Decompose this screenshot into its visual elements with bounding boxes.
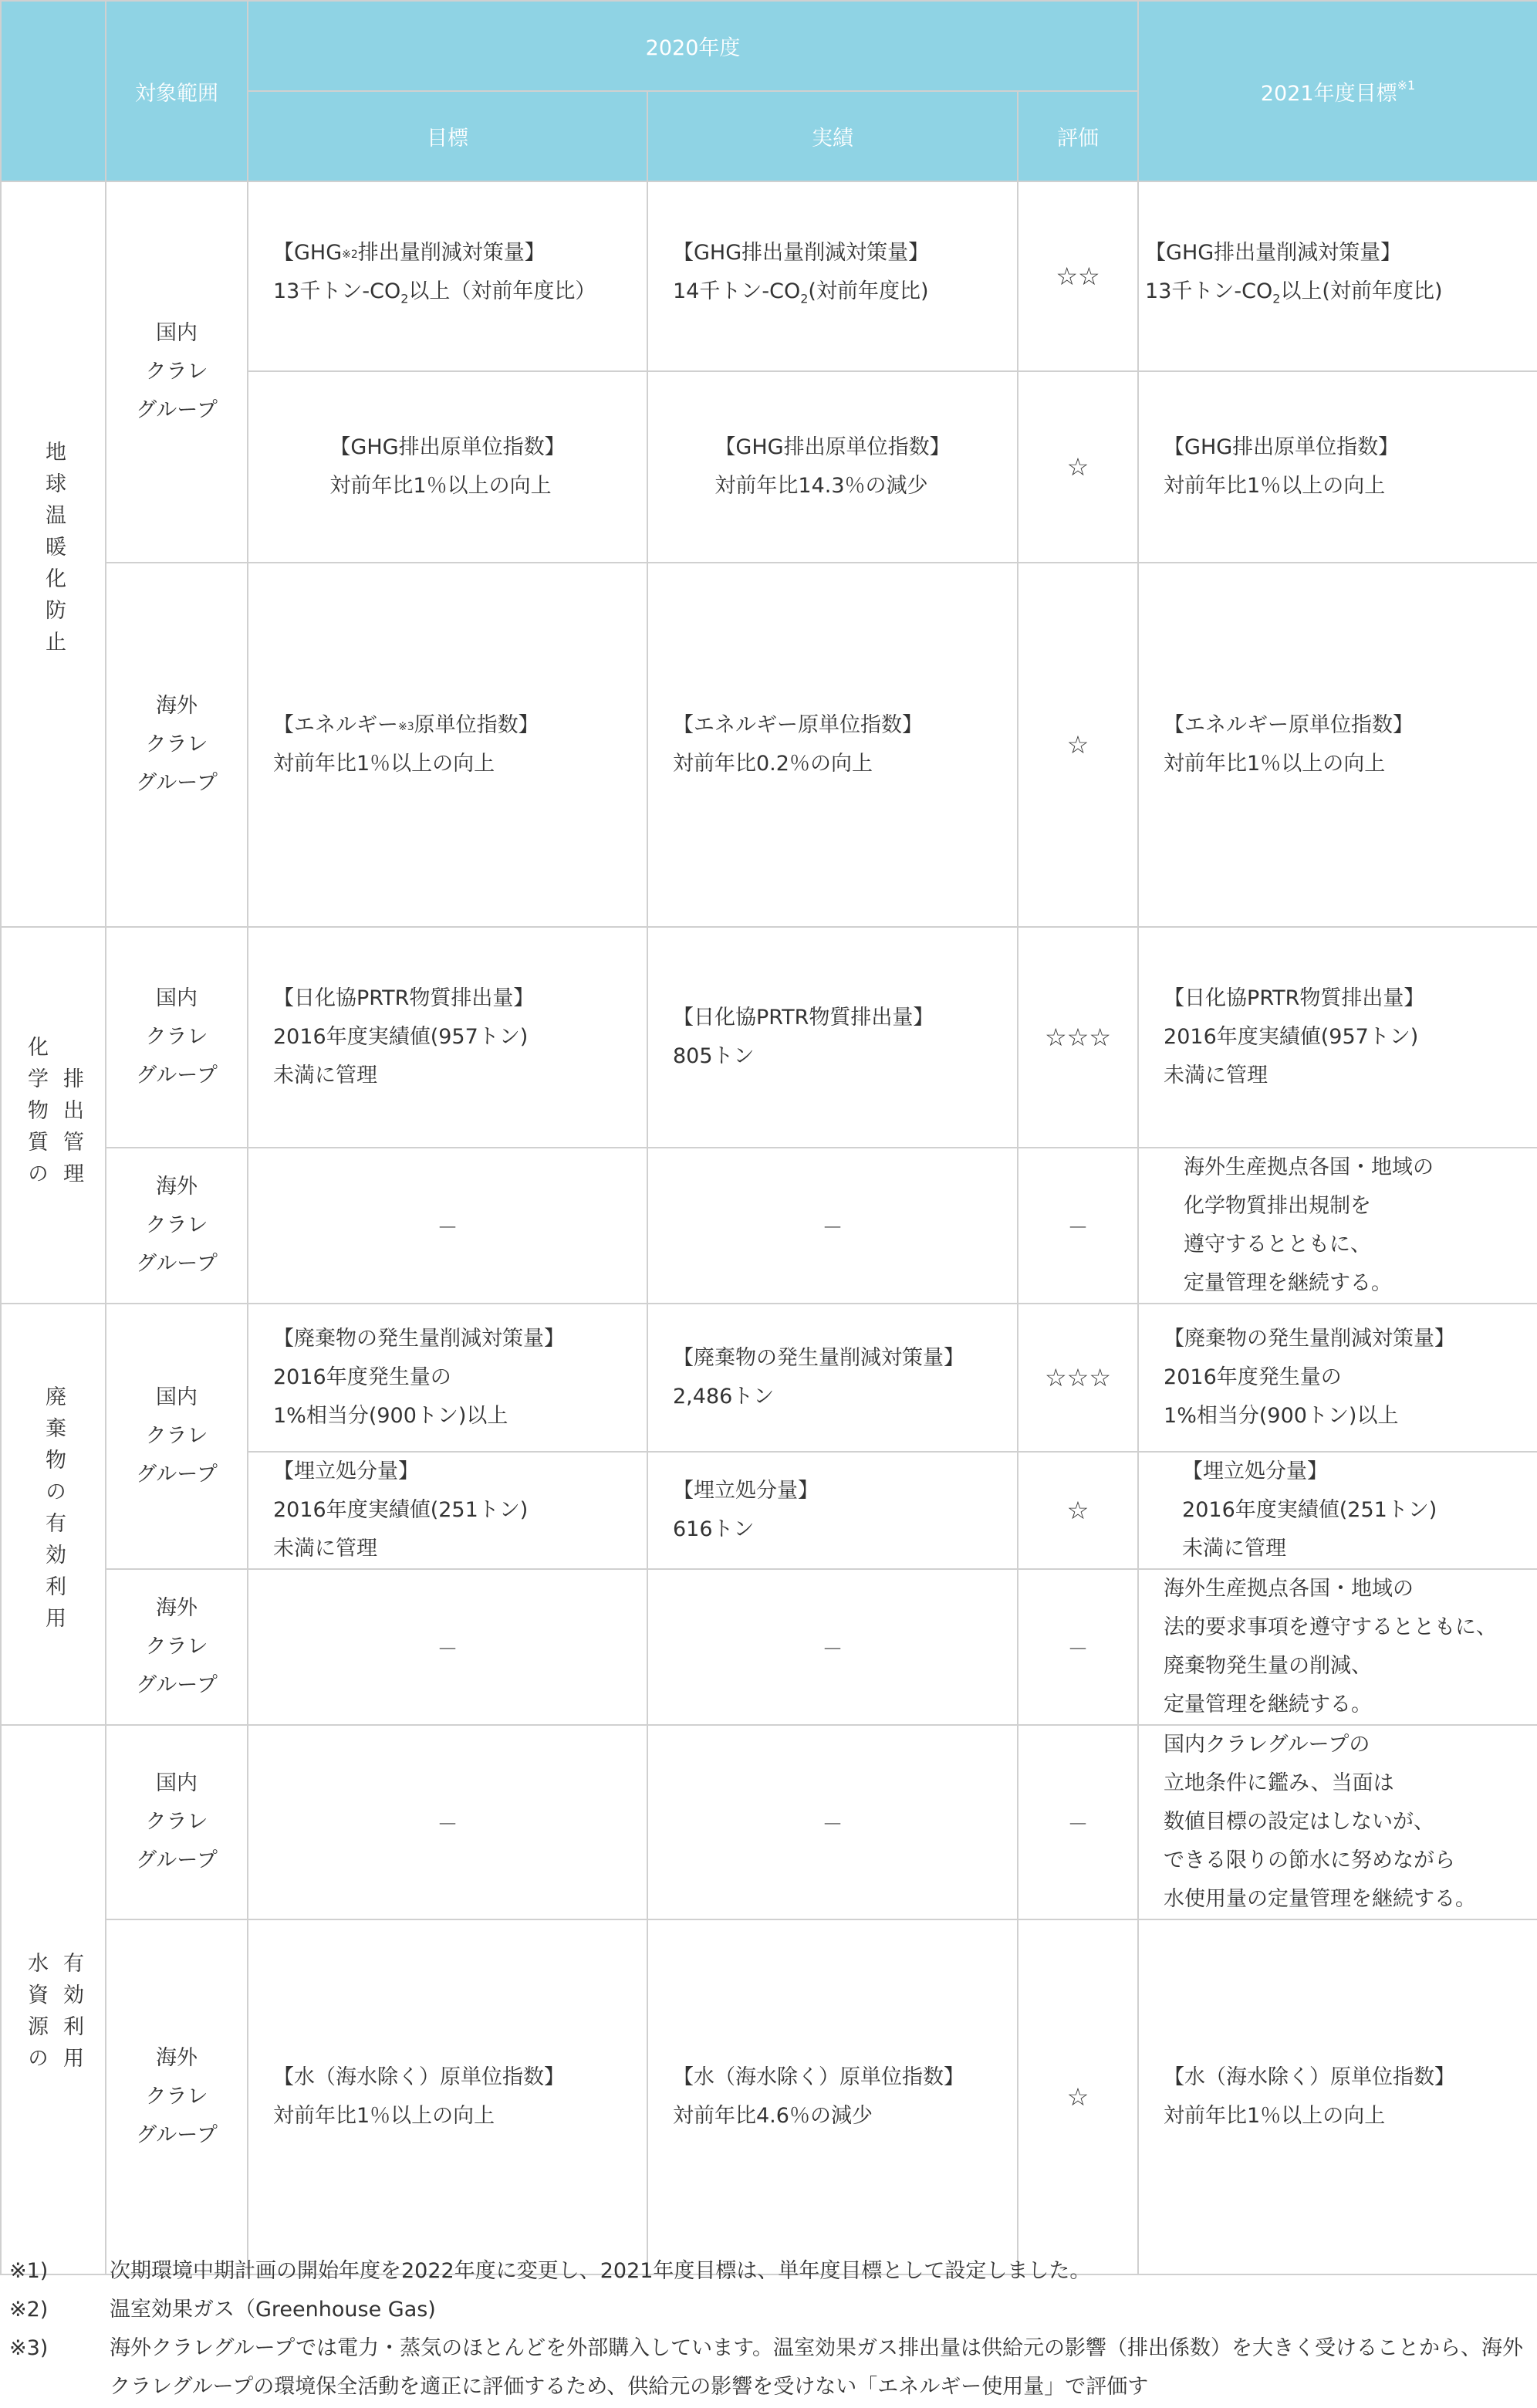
gw-dom-eval: ☆☆ bbox=[1018, 181, 1138, 371]
chem-dom-eval: ☆☆☆ bbox=[1018, 927, 1138, 1148]
cell-line: 対前年比1％以上の向上 bbox=[1164, 2104, 1386, 2128]
cell-line: 【廃棄物の発生量削減対策量】 bbox=[1164, 1327, 1456, 1351]
cell-line: 2016年度実績値(957トン) bbox=[1164, 1025, 1419, 1049]
group-line: 海外 bbox=[156, 1175, 198, 1199]
footnote-3 bbox=[0, 2329, 1537, 2399]
header-result: 実績 bbox=[647, 91, 1018, 181]
group-line: グループ bbox=[136, 398, 218, 422]
water-ovs-eval: ☆ bbox=[1018, 1919, 1138, 2274]
gw-dom-result bbox=[647, 181, 1018, 371]
cell-line: 立地条件に鑑み、当面は bbox=[1164, 1771, 1394, 1795]
group-overseas bbox=[106, 1148, 248, 1304]
footnote-key: ※1) bbox=[9, 2259, 49, 2283]
target-title: 【GHG$^{※2}$排出量削減対策量】 bbox=[273, 241, 546, 265]
cell-line: 定量管理を継続する。 bbox=[1164, 1693, 1373, 1716]
cell-line: 1%相当分(900トン)以上 bbox=[1164, 1404, 1399, 1428]
waste-ovs-target: － bbox=[248, 1569, 647, 1725]
waste-dom-target bbox=[248, 1304, 647, 1452]
waste-dom2-eval: ☆ bbox=[1018, 1452, 1138, 1569]
header-note-ref: ※1 bbox=[1397, 77, 1416, 93]
cell-line: 【埋立処分量】 bbox=[273, 1459, 419, 1483]
next-line: 13千トン$-CO_2$以上(対前年度比) bbox=[1145, 279, 1443, 306]
group-line: 国内 bbox=[156, 321, 198, 345]
group-domestic bbox=[106, 181, 248, 563]
group-line: クラレ bbox=[145, 1635, 208, 1659]
gw-dom2-result bbox=[647, 371, 1018, 563]
cell-line: 1%相当分(900トン)以上 bbox=[273, 1404, 508, 1428]
cell-line: 2016年度実績値(957トン) bbox=[273, 1025, 529, 1049]
gw-ovs-eval: ☆ bbox=[1018, 563, 1138, 927]
waste-dom-eval: ☆☆☆ bbox=[1018, 1304, 1138, 1452]
cell-line: 水使用量の定量管理を継続する。 bbox=[1164, 1887, 1477, 1911]
waste-dom2-target bbox=[248, 1452, 647, 1569]
group-line: グループ bbox=[136, 771, 218, 795]
footnote-text: 次期環境中期計画の開始年度を2022年度に変更し、2021年度目標は、単年度目標として設定しました。 bbox=[110, 2259, 1091, 2283]
waste-dom-result bbox=[647, 1304, 1018, 1452]
group-line: 海外 bbox=[156, 694, 198, 718]
cell-line: 2016年度発生量の bbox=[273, 1365, 451, 1389]
group-line: クラレ bbox=[145, 1810, 208, 1834]
result-title: 【GHG排出量削減対策量】 bbox=[673, 241, 930, 265]
header-blank bbox=[1, 1, 106, 181]
group-overseas bbox=[106, 1919, 248, 2274]
cell-line: 対前年比1％以上の向上 bbox=[1164, 752, 1386, 776]
chem-ovs-eval: － bbox=[1018, 1148, 1138, 1304]
group-domestic bbox=[106, 1725, 248, 1919]
group-line: クラレ bbox=[145, 732, 208, 756]
cell-line: 未満に管理 bbox=[1182, 1537, 1287, 1561]
chem-dom-target bbox=[248, 927, 647, 1148]
header-fy2020: 2020年度 bbox=[248, 1, 1138, 91]
cell-line: 2,486トン bbox=[673, 1385, 775, 1409]
water-dom-target: － bbox=[248, 1725, 647, 1919]
cell-line: 【埋立処分量】 bbox=[673, 1479, 819, 1503]
header-fy2021-label: 2021年度目標 bbox=[1260, 81, 1397, 106]
waste-ovs-result: － bbox=[647, 1569, 1018, 1725]
gw-dom2-next bbox=[1138, 371, 1537, 563]
result-line: 14千トン$-CO_2$(対前年度比) bbox=[673, 279, 929, 306]
cell-line: 【GHG排出原単位指数】 bbox=[714, 435, 951, 459]
group-line: クラレ bbox=[145, 1213, 208, 1237]
category-waste bbox=[1, 1304, 106, 1725]
cell-line: 【日化協PRTR物質排出量】 bbox=[1164, 986, 1425, 1010]
water-dom-next bbox=[1138, 1725, 1537, 1919]
water-ovs-target bbox=[248, 1919, 647, 2274]
cell-line: 【GHG排出原単位指数】 bbox=[1164, 435, 1400, 459]
footnote-key: ※2) bbox=[9, 2298, 49, 2322]
cell-line: 未満に管理 bbox=[1164, 1064, 1268, 1087]
group-domestic bbox=[106, 927, 248, 1148]
cell-line: 未満に管理 bbox=[273, 1064, 377, 1087]
cell-line: 【日化協PRTR物質排出量】 bbox=[273, 986, 535, 1010]
cell-line: 【埋立処分量】 bbox=[1182, 1459, 1329, 1483]
chem-ovs-target: － bbox=[248, 1148, 647, 1304]
cell-line: 【水（海水除く）原単位指数】 bbox=[1164, 2065, 1456, 2089]
group-overseas bbox=[106, 563, 248, 927]
cell-line: 対前年比1％以上の向上 bbox=[1164, 474, 1386, 498]
group-line: グループ bbox=[136, 1463, 218, 1486]
gw-ovs-next bbox=[1138, 563, 1537, 927]
cell-line: 【エネルギー原単位指数】 bbox=[1164, 713, 1414, 737]
group-line: グループ bbox=[136, 1848, 218, 1872]
cell-line: 【水（海水除く）原単位指数】 bbox=[273, 2065, 565, 2089]
footnote-text: 海外クラレグループでは電力・蒸気のほとんどを外部購入しています。温室効果ガス排出量は供給元の影響（排出係数）を大きく受けることから、海外クラレグループの環境保全活動を適正に評価するため、供給元の影響を受けない「エネルギー使用量」で評価す bbox=[110, 2336, 1523, 2399]
target-title: 【エネルギー$^{※3}$原単位指数】 bbox=[273, 713, 539, 737]
gw-ovs-result bbox=[647, 563, 1018, 927]
category-chemicals-col2: 排出管理 bbox=[59, 1067, 83, 1194]
cell-line: 【水（海水除く）原単位指数】 bbox=[673, 2065, 964, 2089]
cell-line: 【廃棄物の発生量削減対策量】 bbox=[273, 1327, 565, 1351]
gw-dom2-target bbox=[248, 371, 647, 563]
chem-ovs-result: － bbox=[647, 1148, 1018, 1304]
group-line: クラレ bbox=[145, 360, 208, 384]
waste-dom2-result bbox=[647, 1452, 1018, 1569]
cell-line: 対前年比14.3％の減少 bbox=[714, 474, 928, 498]
gw-dom-target bbox=[248, 181, 647, 371]
cell-line: 2016年度発生量の bbox=[1164, 1365, 1342, 1389]
gw-ovs-target bbox=[248, 563, 647, 927]
cell-line: 化学物質排出規制を bbox=[1184, 1194, 1372, 1218]
category-chemicals bbox=[1, 927, 106, 1304]
water-ovs-next bbox=[1138, 1919, 1537, 2274]
category-water-col2: 有効利用 bbox=[59, 1951, 83, 2078]
footnote-text: 温室効果ガス（Greenhouse Gas) bbox=[110, 2298, 436, 2322]
cell-line: 遵守するとともに、 bbox=[1184, 1233, 1372, 1256]
group-line: 国内 bbox=[156, 1385, 198, 1409]
cell-line: 2016年度実績値(251トン) bbox=[1182, 1498, 1437, 1522]
waste-dom2-next bbox=[1138, 1452, 1537, 1569]
cell-line: 616トン bbox=[673, 1517, 755, 1541]
group-domestic bbox=[106, 1304, 248, 1569]
category-water bbox=[1, 1725, 106, 2274]
gw-dom2-eval: ☆ bbox=[1018, 371, 1138, 563]
waste-ovs-next bbox=[1138, 1569, 1537, 1725]
waste-dom-next bbox=[1138, 1304, 1537, 1452]
group-line: 海外 bbox=[156, 1596, 198, 1620]
cell-line: 【エネルギー原単位指数】 bbox=[673, 713, 923, 737]
chem-ovs-next bbox=[1138, 1148, 1537, 1304]
cell-line: 定量管理を継続する。 bbox=[1184, 1271, 1393, 1295]
group-line: 国内 bbox=[156, 1771, 198, 1795]
cell-line: 【GHG排出原単位指数】 bbox=[329, 435, 566, 459]
target-line: 対前年比1％以上の向上 bbox=[273, 752, 495, 776]
cell-line: 廃棄物発生量の削減、 bbox=[1164, 1654, 1373, 1678]
cell-line: 【廃棄物の発生量削減対策量】 bbox=[673, 1346, 964, 1370]
category-water-col1: 水資源の bbox=[24, 1951, 48, 2078]
cell-line: 対前年比1％以上の向上 bbox=[273, 2104, 495, 2128]
cell-line: 国内クラレグループの bbox=[1164, 1733, 1370, 1757]
group-line: クラレ bbox=[145, 1424, 208, 1448]
cell-line: 海外生産拠点各国・地域の bbox=[1164, 1577, 1414, 1601]
water-dom-result: － bbox=[647, 1725, 1018, 1919]
cell-line: 対前年比0.2％の向上 bbox=[673, 752, 873, 776]
cell-line: 海外生産拠点各国・地域の bbox=[1184, 1155, 1434, 1179]
footnotes bbox=[0, 2252, 1537, 2399]
chem-dom-result bbox=[647, 927, 1018, 1148]
next-title: 【GHG排出量削減対策量】 bbox=[1145, 241, 1402, 265]
group-line: クラレ bbox=[145, 2085, 208, 2109]
gw-dom-next bbox=[1138, 181, 1537, 371]
header-evaluation: 評価 bbox=[1018, 91, 1138, 181]
footnote-1 bbox=[0, 2252, 1537, 2291]
category-global-warming bbox=[1, 181, 106, 927]
group-line: クラレ bbox=[145, 1025, 208, 1049]
footnote-key: ※3) bbox=[9, 2336, 49, 2360]
cell-line: 法的要求事項を遵守するとともに、 bbox=[1164, 1615, 1498, 1639]
chem-dom-next bbox=[1138, 927, 1537, 1148]
cell-line: 2016年度実績値(251トン) bbox=[273, 1498, 529, 1522]
cell-line: できる限りの節水に努めながら bbox=[1164, 1848, 1456, 1872]
group-line: 海外 bbox=[156, 2046, 198, 2070]
cell-line: 未満に管理 bbox=[273, 1537, 377, 1561]
category-global-warming-label: 地球温暖化防止 bbox=[42, 441, 66, 662]
group-overseas bbox=[106, 1569, 248, 1725]
waste-ovs-eval: － bbox=[1018, 1569, 1138, 1725]
target-line: 13千トン$-CO_2$以上（対前年度比） bbox=[273, 279, 596, 306]
group-line: グループ bbox=[136, 1673, 218, 1697]
header-target: 目標 bbox=[248, 91, 647, 181]
cell-line: 805トン bbox=[673, 1044, 755, 1068]
category-chemicals-col1: 化学物質の bbox=[24, 1035, 48, 1194]
cell-line: 対前年比4.6％の減少 bbox=[673, 2104, 873, 2128]
group-line: 国内 bbox=[156, 986, 198, 1010]
cell-line: 数値目標の設定はしないが、 bbox=[1164, 1810, 1435, 1834]
footnote-2 bbox=[0, 2291, 1537, 2329]
water-dom-eval: － bbox=[1018, 1725, 1138, 1919]
header-fy2021-target bbox=[1138, 1, 1537, 181]
cell-line: 対前年比1％以上の向上 bbox=[329, 474, 552, 498]
group-line: グループ bbox=[136, 1252, 218, 1276]
water-ovs-result bbox=[647, 1919, 1018, 2274]
group-line: グループ bbox=[136, 1064, 218, 1087]
group-line: グループ bbox=[136, 2123, 218, 2147]
cell-line: 【日化協PRTR物質排出量】 bbox=[673, 1006, 934, 1030]
header-scope: 対象範囲 bbox=[106, 1, 248, 181]
category-waste-label: 廃棄物の有効利用 bbox=[42, 1385, 66, 1639]
